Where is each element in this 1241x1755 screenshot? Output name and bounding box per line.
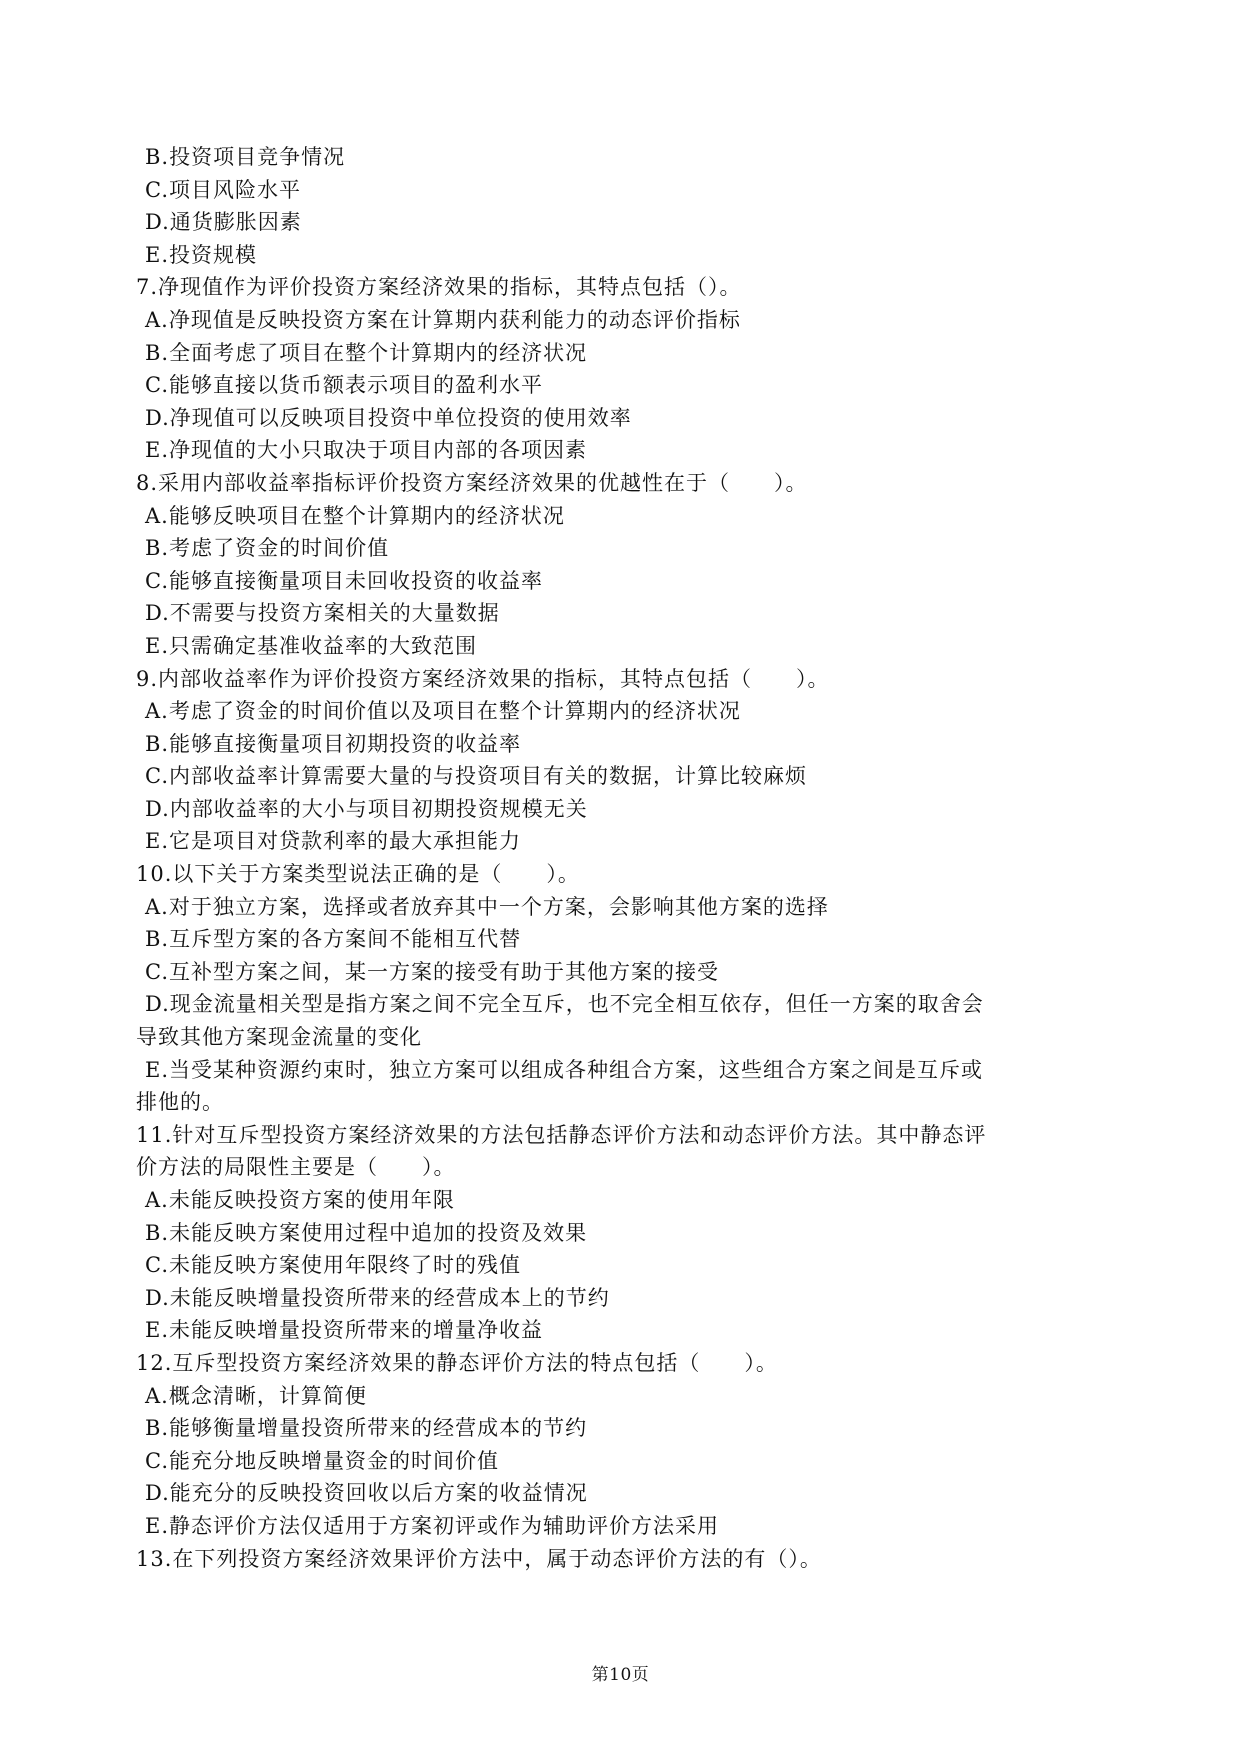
answer-option: D.内部收益率的大小与项目初期投资规模无关 — [145, 796, 588, 821]
answer-option: E.未能反映增量投资所带来的增量净收益 — [145, 1318, 544, 1343]
text-continuation: 价方法的局限性主要是（ ）。 — [136, 1155, 456, 1180]
page-number: 第10页 — [591, 1665, 650, 1685]
answer-option: D.能充分的反映投资回收以后方案的收益情况 — [145, 1481, 588, 1506]
answer-option: A.能够反映项目在整个计算期内的经济状况 — [145, 503, 565, 528]
answer-option: B.能够衡量增量投资所带来的经营成本的节约 — [145, 1416, 588, 1441]
answer-option: D.未能反映增量投资所带来的经营成本上的节约 — [145, 1285, 610, 1310]
answer-option: A.考虑了资金的时间价值以及项目在整个计算期内的经济状况 — [145, 699, 741, 724]
answer-option: A.概念清晰，计算简便 — [145, 1383, 367, 1408]
answer-option: A.净现值是反映投资方案在计算期内获利能力的动态评价指标 — [145, 307, 741, 332]
answer-option: C.互补型方案之间，某一方案的接受有助于其他方案的接受 — [145, 959, 719, 984]
question-list — [136, 141, 1100, 1575]
answer-option: C.内部收益率计算需要大量的与投资项目有关的数据，计算比较麻烦 — [145, 764, 807, 789]
answer-option: B.全面考虑了项目在整个计算期内的经济状况 — [145, 340, 588, 365]
question-stem: 13.在下列投资方案经济效果评价方法中，属于动态评价方法的有（）。 — [136, 1546, 822, 1571]
answer-option: D.现金流量相关型是指方案之间不完全互斥，也不完全相互依存，但任一方案的取舍会 — [145, 992, 984, 1017]
answer-option: A.未能反映投资方案的使用年限 — [145, 1188, 455, 1212]
question-stem: 7.净现值作为评价投资方案经济效果的指标，其特点包括（）。 — [136, 275, 742, 300]
answer-option: C.能够直接衡量项目未回收投资的收益率 — [145, 568, 543, 593]
answer-option: D.不需要与投资方案相关的大量数据 — [145, 601, 500, 626]
answer-option: C.项目风险水平 — [145, 177, 301, 202]
answer-option: E.投资规模 — [145, 242, 258, 267]
answer-option: D.净现值可以反映项目投资中单位投资的使用效率 — [145, 405, 632, 430]
answer-option: E.当受某种资源约束时，独立方案可以组成各种组合方案，这些组合方案之间是互斥或 — [145, 1057, 984, 1082]
question-stem: 11.针对互斥型投资方案经济效果的方法包括静态评价方法和动态评价方法。其中静态评 — [136, 1122, 987, 1147]
answer-option: E.静态评价方法仅适用于方案初评或作为辅助评价方法采用 — [145, 1513, 720, 1538]
question-stem: 9.内部收益率作为评价投资方案经济效果的指标，其特点包括（ ）。 — [136, 666, 830, 691]
question-stem: 12.互斥型投资方案经济效果的静态评价方法的特点包括（ ）。 — [136, 1350, 778, 1375]
answer-option: A.对于独立方案，选择或者放弃其中一个方案，会影响其他方案的选择 — [145, 894, 829, 919]
answer-option: B.投资项目竞争情况 — [145, 145, 346, 169]
answer-option: B.能够直接衡量项目初期投资的收益率 — [145, 731, 522, 756]
answer-option: C.能够直接以货币额表示项目的盈利水平 — [145, 373, 543, 398]
question-stem: 10.以下关于方案类型说法正确的是（ ）。 — [136, 862, 580, 887]
question-stem: 8.采用内部收益率指标评价投资方案经济效果的优越性在于（ ）。 — [136, 470, 808, 495]
text-continuation: 排他的。 — [136, 1090, 224, 1115]
text-continuation: 导致其他方案现金流量的变化 — [136, 1025, 422, 1050]
answer-option: E.它是项目对贷款利率的最大承担能力 — [145, 829, 522, 854]
answer-option: E.净现值的大小只取决于项目内部的各项因素 — [145, 438, 588, 463]
answer-option: C.能充分地反映增量资金的时间价值 — [145, 1448, 499, 1473]
answer-option: B.考虑了资金的时间价值 — [145, 536, 390, 561]
answer-option: B.互斥型方案的各方案间不能相互代替 — [145, 927, 522, 952]
answer-option: E.只需确定基准收益率的大致范围 — [145, 633, 478, 658]
answer-option: B.未能反映方案使用过程中追加的投资及效果 — [145, 1220, 588, 1245]
answer-option: D.通货膨胀因素 — [145, 210, 302, 235]
answer-option: C.未能反映方案使用年限终了时的残值 — [145, 1253, 521, 1278]
